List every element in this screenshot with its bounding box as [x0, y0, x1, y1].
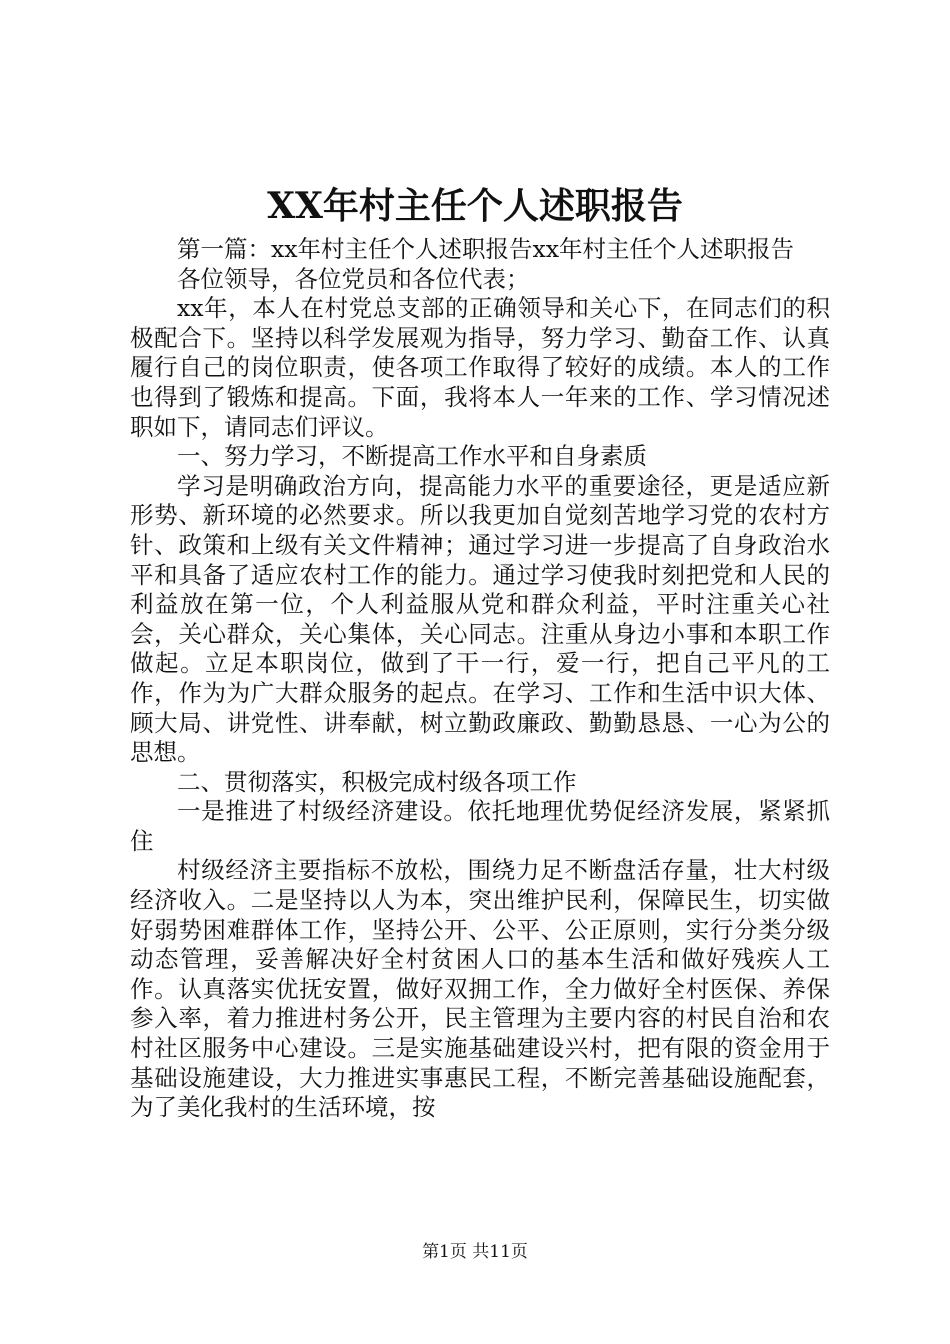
paragraph-intro: xx年，本人在村党总支部的正确领导和关心下，在同志们的积极配合下。坚持以科学发展观为指导，努力学习、勤奋工作、认真履行自己的岗位职责，使各项工作取得了较好的成绩。本人的工作也得到了锻炼和提高。下面，我将本人一年来的工作、学习情况述职如下，请同志们评议。 — [130, 294, 830, 441]
paragraph-salutation: 各位领导，各位党员和各位代表； — [177, 264, 530, 293]
paragraph-economy-detail: 村级经济主要指标不放松，围绕力足不断盘活存量，壮大村级经济收入。二是坚持以人为本，突出维护民利，保障民生，切实做好弱势困难群体工作，坚持公开、公平、公正原则，实行分类分级动态管理，妥善解决好全村贫困人口的基本生活和做好残疾人工作。认真落实优抚安置，做好双拥工作，全力做好全村医保、养保参入率，着力推进村务公开，民主管理为主要内容的村民自治和农村社区服务中心建设。三是实施基础建设兴村，把有限的资金用于基础设施建设，大力推进实事惠民工程，不断完善基础设施配套，为了美化我村的生活环境，按 — [130, 856, 830, 1122]
section-heading-1: 一、努力学习，不断提高工作水平和自身素质 — [177, 442, 647, 471]
document-title: XX年村主任个人述职报告 — [267, 185, 683, 227]
section-heading-2: 二、贯彻落实，积极完成村级各项工作 — [177, 767, 577, 796]
paragraph-economy-start: 一是推进了村级经济建设。依托地理优势促经济发展，紧紧抓住 — [130, 797, 830, 855]
page-footer: 第1页 共11页 — [422, 1242, 528, 1262]
document-body — [130, 235, 830, 1123]
paragraph-study: 学习是明确政治方向，提高能力水平的重要途径，更是适应新形势、新环境的必然要求。所以我更加自觉刻苦地学习党的农村方针、政策和上级有关文件精神；通过学习进一步提高了自身政治水平和具备了适应农村工作的能力。通过学习使我时刻把党和人民的利益放在第一位，个人利益服从党和群众利益，平时注重关心社会，关心群众，关心集体，关心同志。注重从身边小事和本职工作做起。立足本职岗位，做到了干一行，爱一行，把自己平凡的工作，作为为广大群众服务的起点。在学习、工作和生活中识大体、顾大局、讲党性、讲奉献，树立勤政廉政、勤勤恳恳、一心为公的思想。 — [130, 471, 830, 767]
paragraph-heading-line: 第一篇：xx年村主任个人述职报告xx年村主任个人述职报告 — [177, 235, 795, 263]
